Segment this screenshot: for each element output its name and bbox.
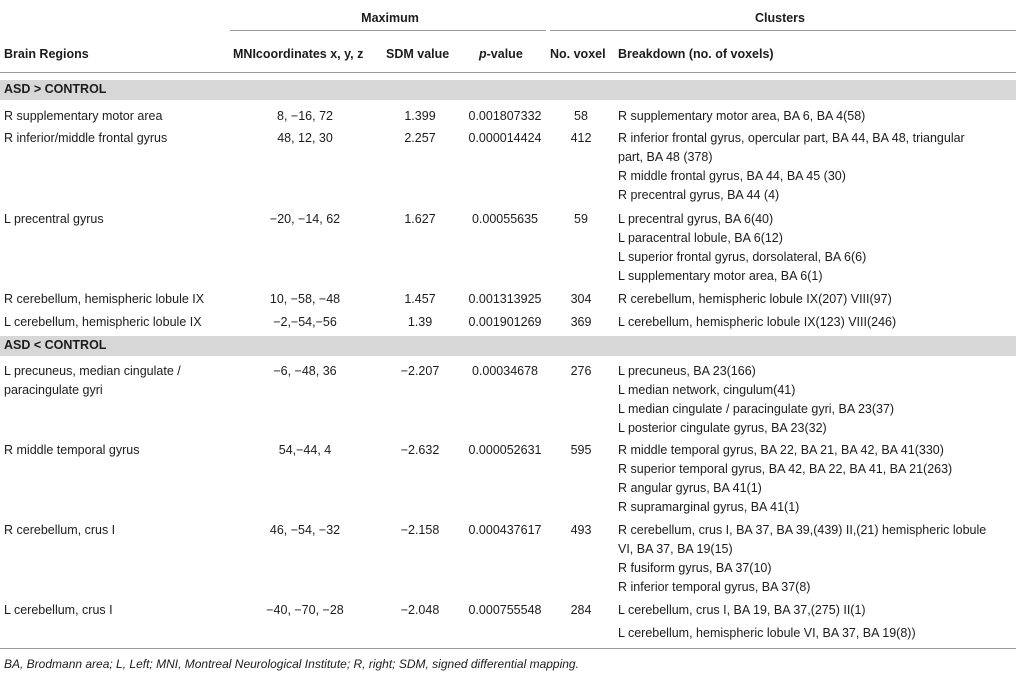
cell-breakdown-line: R supramarginal gyrus, BA 41(1)	[618, 500, 800, 514]
col-header-region: Brain Regions	[4, 47, 89, 61]
cell-mni: 10, −58, −48	[269, 292, 341, 306]
cell-p: 0.000437617	[468, 523, 542, 537]
col-header-voxel: No. voxel	[550, 47, 606, 61]
cell-sdm: 1.457	[404, 292, 436, 306]
section-title: ASD > CONTROL	[4, 82, 107, 96]
cell-sdm: −2.048	[400, 603, 440, 617]
cell-breakdown-line: L supplementary motor area, BA 6(1)	[618, 269, 823, 283]
footnote: BA, Brodmann area; L, Left; MNI, Montreal Neurological Institute; R, right; SDM, signed differential mapping.	[4, 657, 579, 671]
clusters-underline	[550, 30, 1016, 31]
cell-breakdown-line: L cerebellum, hemispheric lobule VI, BA 37, BA 19(8))	[618, 626, 916, 640]
cell-voxels: 412	[570, 131, 592, 145]
cell-breakdown-line: L cerebellum, crus I, BA 19, BA 37,(275) II(1)	[618, 603, 866, 617]
cell-sdm: −2.158	[400, 523, 440, 537]
cell-breakdown-line: VI, BA 37, BA 19(15)	[618, 542, 733, 556]
cell-mni: −20, −14, 62	[269, 212, 341, 226]
cell-region: R cerebellum, hemispheric lobule IX	[4, 292, 205, 306]
cell-voxels: 595	[570, 443, 592, 457]
cell-breakdown-line: R inferior temporal gyrus, BA 37(8)	[618, 580, 811, 594]
cell-p: 0.000014424	[468, 131, 542, 145]
cell-breakdown-line: R cerebellum, crus I, BA 37, BA 39,(439) II,(21) hemispheric lobule	[618, 523, 987, 537]
group-header-maximum: Maximum	[361, 11, 419, 25]
cell-breakdown-line: R inferior frontal gyrus, opercular part, BA 44, BA 48, triangular	[618, 131, 965, 145]
col-header-sdm: SDM value	[386, 47, 450, 61]
maximum-underline	[230, 30, 546, 31]
cell-region: L cerebellum, hemispheric lobule IX	[4, 315, 202, 329]
cell-p: 0.001313925	[468, 292, 542, 306]
cell-mni: −2,−54,−56	[273, 315, 337, 329]
cell-breakdown-line: R middle temporal gyrus, BA 22, BA 21, BA 42, BA 41(330)	[618, 443, 944, 457]
cell-p: 0.001901269	[468, 315, 542, 329]
cell-region: R inferior/middle frontal gyrus	[4, 131, 168, 145]
col-header-p	[479, 45, 523, 64]
col-header-p-rest: -value	[486, 47, 523, 61]
cell-mni: 46, −54, −32	[269, 523, 341, 537]
cell-breakdown-line: L median network, cingulum(41)	[618, 383, 796, 397]
cell-breakdown-line: L precentral gyrus, BA 6(40)	[618, 212, 774, 226]
cell-voxels: 58	[574, 109, 588, 123]
cell-breakdown-line: R superior temporal gyrus, BA 42, BA 22, BA 41, BA 21(263)	[618, 462, 953, 476]
cell-breakdown-line: part, BA 48 (378)	[618, 150, 713, 164]
section-title: ASD < CONTROL	[4, 338, 107, 352]
cell-voxels: 493	[570, 523, 592, 537]
cell-sdm: −2.632	[400, 443, 440, 457]
cell-breakdown-line: R angular gyrus, BA 41(1)	[618, 481, 762, 495]
cell-breakdown: R supplementary motor area, BA 6, BA 4(58)	[618, 109, 866, 123]
cell-breakdown: L cerebellum, hemispheric lobule IX(123) VIII(246)	[618, 315, 897, 329]
cell-mni: 48, 12, 30	[277, 131, 333, 145]
cell-mni: 54,−44, 4	[278, 443, 332, 457]
col-header-breakdown: Breakdown (no. of voxels)	[618, 47, 774, 61]
cell-sdm: 1.399	[404, 109, 436, 123]
section-bar	[0, 80, 1016, 100]
cell-region: R supplementary motor area	[4, 109, 163, 123]
cell-sdm: 2.257	[404, 131, 436, 145]
group-header-clusters: Clusters	[754, 11, 806, 25]
section-bar	[0, 336, 1016, 356]
cell-region: R cerebellum, crus I	[4, 523, 116, 537]
cell-breakdown-line: R middle frontal gyrus, BA 44, BA 45 (30)	[618, 169, 846, 183]
cell-breakdown-line: L median cingulate / paracingulate gyri, BA 23(37)	[618, 402, 895, 416]
cell-sdm: 1.39	[407, 315, 433, 329]
cell-mni: −6, −48, 36	[273, 364, 337, 378]
cell-sdm: −2.207	[400, 364, 440, 378]
cell-p: 0.00055635	[471, 212, 539, 226]
cell-breakdown-line: L paracentral lobule, BA 6(12)	[618, 231, 783, 245]
cell-region-line: paracingulate gyri	[4, 383, 103, 397]
cell-voxels: 59	[574, 212, 588, 226]
cell-region: L precentral gyrus	[4, 212, 104, 226]
header-bottom-rule	[0, 72, 1016, 73]
cell-voxels: 284	[570, 603, 592, 617]
cell-p: 0.000755548	[468, 603, 542, 617]
cell-breakdown-line: R precentral gyrus, BA 44 (4)	[618, 188, 780, 202]
col-header-mni: MNIcoordinates x, y, z	[233, 47, 364, 61]
cell-sdm: 1.627	[404, 212, 436, 226]
cell-region-line: L precuneus, median cingulate /	[4, 364, 181, 378]
cell-breakdown: R cerebellum, hemispheric lobule IX(207) VIII(97)	[618, 292, 892, 306]
table-bottom-rule	[0, 648, 1016, 649]
cell-voxels: 304	[570, 292, 592, 306]
cell-breakdown-line: R fusiform gyrus, BA 37(10)	[618, 561, 772, 575]
cell-p: 0.000052631	[468, 443, 542, 457]
cell-breakdown-line: L posterior cingulate gyrus, BA 23(32)	[618, 421, 827, 435]
cell-p: 0.001807332	[468, 109, 542, 123]
cell-breakdown-line: L superior frontal gyrus, dorsolateral, BA 6(6)	[618, 250, 867, 264]
col-header-p-italic: p	[479, 47, 487, 61]
cell-voxels: 369	[570, 315, 592, 329]
cell-mni: 8, −16, 72	[277, 109, 333, 123]
cell-mni: −40, −70, −28	[266, 603, 344, 617]
cell-region: R middle temporal gyrus	[4, 443, 140, 457]
cell-breakdown-line: L precuneus, BA 23(166)	[618, 364, 756, 378]
cell-p: 0.00034678	[471, 364, 539, 378]
cell-region: L cerebellum, crus I	[4, 603, 113, 617]
cell-voxels: 276	[570, 364, 592, 378]
